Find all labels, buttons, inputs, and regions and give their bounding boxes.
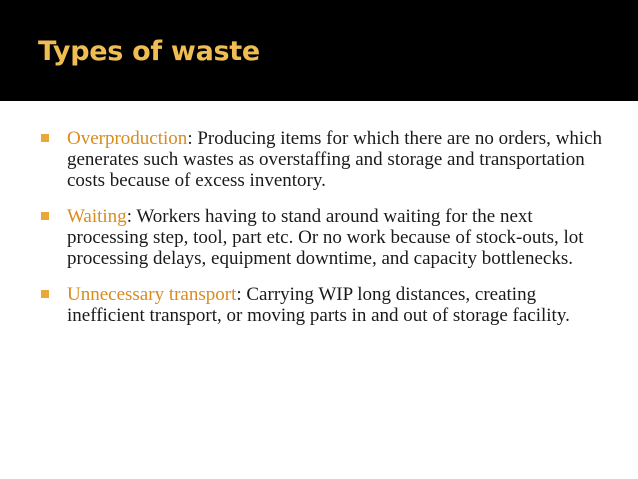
bullet-term: Overproduction: [67, 128, 188, 149]
bullet-list: [40, 128, 615, 341]
slide-title: Types of waste: [38, 36, 260, 67]
bullet-text: : Workers having to stand around waiting for the next processing step, tool, part etc. Or no work because of stock-outs, lot processing delays, equipment downtime, and capacity bottlenecks.: [67, 206, 584, 269]
bullet-term: Waiting: [67, 206, 127, 227]
square-bullet-icon: [41, 290, 49, 298]
square-bullet-icon: [41, 134, 49, 142]
square-bullet-icon: [41, 212, 49, 220]
bullet-item-waiting: [40, 206, 615, 269]
bullet-text: : Producing items for which there are no orders, which generates such wastes as overstaffing and storage and transportation costs because of excess inventory.: [67, 128, 603, 191]
bullet-item-overproduction: [40, 128, 615, 191]
title-bar: [0, 0, 638, 101]
bullet-item-unnecessary-transport: [40, 284, 615, 326]
bullet-term: Unnecessary transport: [67, 284, 237, 305]
bullet-text: : Carrying WIP long distances, creating inefficient transport, or moving parts in and out of storage facility.: [67, 284, 570, 326]
